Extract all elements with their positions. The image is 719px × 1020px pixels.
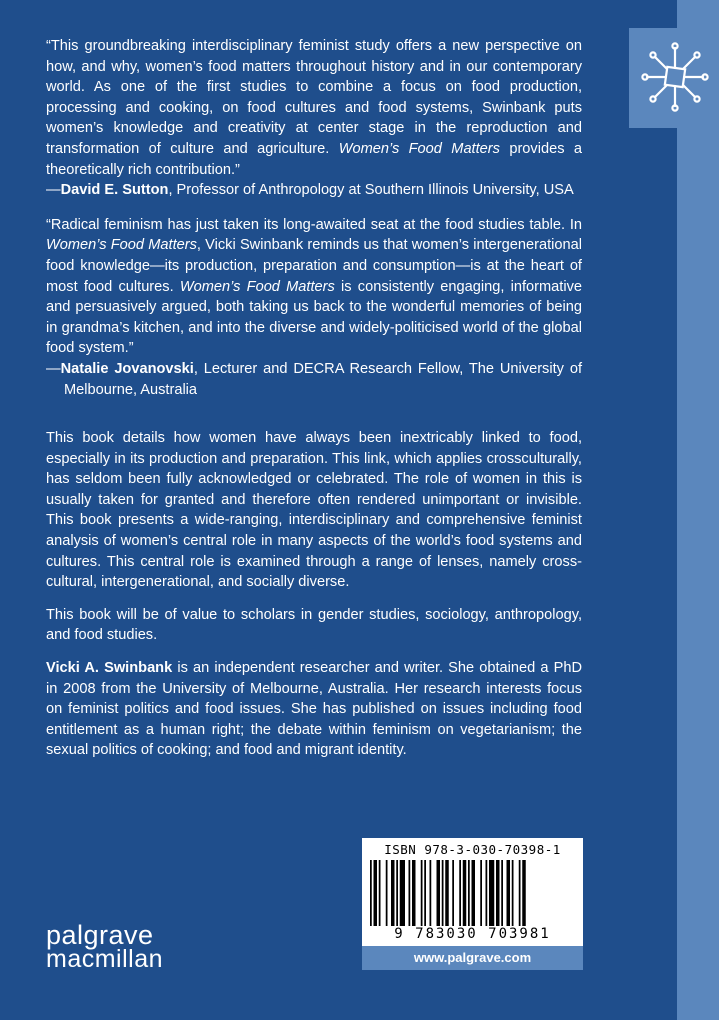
book-audience: This book will be of value to scholars in gender studies, sociology, anthropology, and food studies. <box>46 606 582 644</box>
endorsement-attribution-2: —Natalie Jovanovski, Lecturer and DECRA Research Fellow, The University of Melbourne, Australia <box>46 360 582 398</box>
barcode-icon <box>370 860 576 926</box>
publisher-name-line1: palgrave <box>46 920 154 950</box>
endorsement-attribution-1: —David E. Sutton, Professor of Anthropology at Southern Illinois University, USA <box>46 182 574 199</box>
spacer <box>46 414 582 428</box>
barcode-box <box>362 838 583 970</box>
endorser-name: Natalie Jovanovski <box>60 360 194 377</box>
book-description: This book details how women have always been inextricably linked to food, especially in its production and preparation. This link, which applies crossculturally, has seldom been fully acknowledged or celebrated. The role of women in this is usually taken for granted and therefore often rendered unimportant or invisible. This book presents a wide-ranging, interdisciplinary and comprehensive feminist analysis of women’s central role in many aspects of the world’s food systems and cultures. This central role is examined through a range of lenses, namely cross-cultural, intergenerational, and socially diverse. <box>46 430 582 591</box>
endorser-name: David E. Sutton <box>60 182 169 199</box>
publisher-name-line2: macmillan <box>46 945 164 973</box>
endorsement-quote-1: “This groundbreaking interdisciplinary feminist study offers a new perspective on how, and why, women’s food matters throughout history and in our contemporary world. As one of the first studies to combine a focus on food production, processing and cooking, on food cultures and food systems, Swinbank puts women’s knowledge and creativity at center stage in the reproduction and transformation of culture and agriculture. Women’s Food Matters provides a theoretically rich contribution.” <box>46 38 582 178</box>
publisher-logo <box>46 920 164 973</box>
back-cover-text <box>46 36 582 773</box>
book-title: Women’s Food Matters <box>338 140 500 157</box>
series-logo-box <box>629 28 719 128</box>
barcode-digits: 9 783030 703981 <box>394 926 551 942</box>
spine-strip <box>677 0 719 1020</box>
publisher-url: www.palgrave.com <box>362 946 583 970</box>
book-title: Women’s Food Matters <box>179 278 335 295</box>
author-name: Vicki A. Swinbank <box>46 660 173 677</box>
isbn-label: ISBN 978-3-030-70398-1 <box>384 842 561 857</box>
palgrave-logo-icon <box>629 28 719 128</box>
author-bio: Vicki A. Swinbank is an independent researcher and writer. She obtained a PhD in 2008 from the University of Melbourne, Australia. Her research interests focus on feminist politics and food issues. She has published on issues including food entitlement as a human right; the debate within feminism on vegetarianism; the sexual politics of cooking; and food and migrant identity. <box>46 660 582 759</box>
endorsement-quote-2: “Radical feminism has just taken its long-awaited seat at the food studies table. In Women’s Food Matters, Vicki Swinbank reminds us that women’s intergenerational food knowledge—its production, preparation and consumption—is at the heart of most food cultures. Women’s Food Matters is consistently engaging, informative and persuasively argued, both taking us back to the wonderful memories of being in grandma’s kitchen, and into the diverse and widely-politicised world of the global food system.” <box>46 216 582 357</box>
book-title: Women’s Food Matters <box>46 237 197 254</box>
